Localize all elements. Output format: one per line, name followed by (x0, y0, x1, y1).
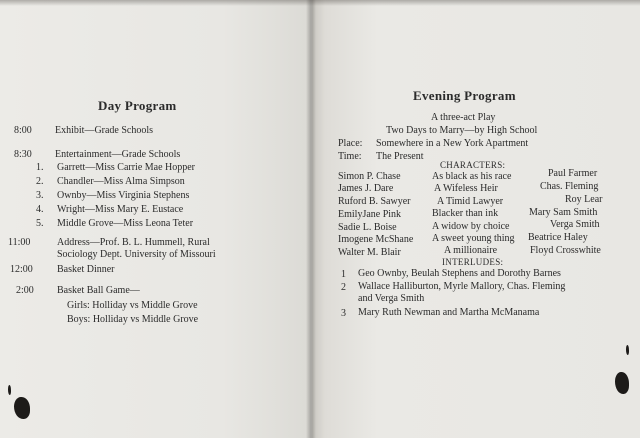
item-number: 1. (36, 162, 44, 173)
item-number: 3. (36, 190, 44, 201)
place-label: Place: (338, 138, 363, 149)
play-title-line: Two Days to Marry—by High School (386, 125, 538, 136)
character-actor: Roy Lear (565, 194, 603, 205)
interlude-number: 3 (341, 308, 346, 319)
item-text: Garrett—Miss Carrie Mae Hopper (57, 162, 196, 173)
item-text: Exhibit—Grade Schools (55, 125, 154, 136)
item-text: Boys: Holliday vs Middle Grove (67, 314, 199, 325)
interlude-text: Geo Ownby, Beulah Stephens and Dorothy Barnes (358, 268, 561, 279)
character-role: A Timid Lawyer (437, 196, 504, 207)
character-actor: Paul Farmer (548, 168, 598, 179)
item-text: Chandler—Miss Alma Simpson (57, 176, 185, 187)
character-role: A sweet young thing (432, 233, 515, 244)
interlude-number: 2 (341, 282, 346, 293)
day-program-title: Day Program (98, 98, 177, 113)
item-time: 12:00 (10, 264, 33, 275)
ink-blot (615, 372, 629, 394)
item-number: 4. (36, 204, 44, 215)
top-shadow (0, 0, 640, 6)
character-actor: Chas. Fleming (540, 181, 599, 192)
time-label: Time: (338, 151, 362, 162)
evening-program-title: Evening Program (413, 88, 516, 103)
character-role: As black as his race (432, 171, 512, 182)
item-text: Entertainment—Grade Schools (55, 149, 181, 160)
play-line: A three-act Play (431, 112, 496, 123)
item-number: 2. (36, 176, 44, 187)
interlude-text: Mary Ruth Newman and Martha McManama (358, 307, 540, 318)
character-role: A millionaire (444, 245, 498, 256)
item-time: 8:30 (14, 149, 32, 160)
item-text: Middle Grove—Miss Leona Teter (57, 218, 194, 229)
ink-blot (14, 397, 30, 419)
character-name: EmilyJane Pink (338, 209, 402, 220)
character-actor: Beatrice Haley (528, 232, 588, 243)
item-text: Sociology Dept. University of Missouri (57, 249, 216, 260)
characters-heading: CHARACTERS: (440, 160, 506, 170)
character-name: Walter M. Blair (338, 247, 401, 258)
item-time: 11:00 (8, 237, 31, 248)
item-text: Wright—Miss Mary E. Eustace (57, 204, 184, 215)
item-text: Ownby—Miss Virginia Stephens (57, 190, 190, 201)
item-text: Basket Dinner (57, 264, 115, 275)
item-number: 5. (36, 218, 44, 229)
character-name: Sadie L. Boise (338, 222, 397, 233)
place-value: Somewhere in a New York Apartment (376, 138, 529, 149)
item-time: 8:00 (14, 125, 32, 136)
time-value: The Present (376, 151, 424, 162)
character-name: James J. Dare (338, 183, 394, 194)
character-role: Blacker than ink (432, 208, 499, 219)
interlude-text: and Verga Smith (358, 293, 425, 304)
character-actor: Verga Smith (550, 219, 600, 230)
interludes-heading: INTERLUDES: (442, 257, 504, 267)
interlude-number: 1 (341, 269, 346, 280)
item-time: 2:00 (16, 285, 34, 296)
item-text: Basket Ball Game— (57, 285, 140, 296)
character-name: Simon P. Chase (338, 171, 401, 182)
interlude-text: Wallace Halliburton, Myrle Mallory, Chas. Fleming (358, 281, 566, 292)
page-fold (306, 0, 316, 438)
ink-mark (8, 385, 11, 395)
character-name: Imogene McShane (338, 234, 414, 245)
character-role: A widow by choice (432, 221, 510, 232)
item-text: Girls: Holliday vs Middle Grove (67, 300, 198, 311)
character-actor: Floyd Crosswhite (530, 245, 601, 256)
character-actor: Mary Sam Smith (529, 207, 598, 218)
character-name: Ruford B. Sawyer (338, 196, 411, 207)
ink-mark (626, 345, 629, 355)
right-page (312, 0, 640, 438)
character-role: A Wifeless Heir (434, 183, 498, 194)
left-page (0, 0, 318, 438)
item-text: Address—Prof. B. L. Hummell, Rural (57, 237, 210, 248)
